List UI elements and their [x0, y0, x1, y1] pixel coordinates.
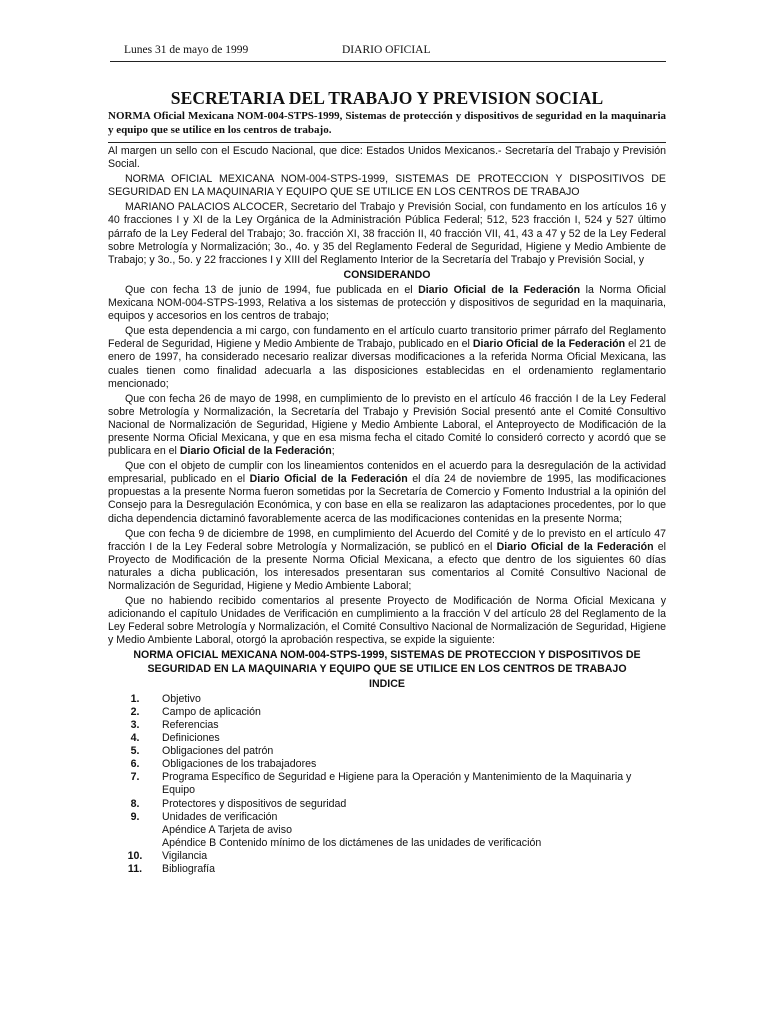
index-item: [108, 706, 666, 719]
text-segment: el Proyecto de Modificación de la presente Norma Oficial Mexicana, a efecto que dentro de los siguientes 60 días naturales a dicha publicación, los interesados presentaran sus comentarios al Comité Consultivo Nacional de Normalización de Seguridad, Higiene y Medio Ambiente Laboral;: [108, 540, 666, 592]
norm-heading: NORMA OFICIAL MEXICANA NOM-004-STPS-1999, SISTEMAS DE PROTECCION Y DISPOSITIVOS DE SEGURIDAD EN LA MAQUINARIA Y EQUIPO QUE SE UTILICE EN LOS CENTROS DE TRABAJO: [133, 649, 641, 675]
text-segment: el 21 de enero de 1997, ha considerado necesario realizar diversas modificaciones a la referida Norma Oficial Mexicana, las cuales tienen como finalidad adecuarla a las disposiciones establecidas en el ordenamiento reglamentario mencionado;: [108, 338, 666, 390]
page-title: SECRETARIA DEL TRABAJO Y PREVISION SOCIAL: [170, 88, 604, 108]
text-segment: Que con fecha 13 de junio de 1994, fue publicada en el: [125, 283, 419, 296]
index-number: 6.: [130, 758, 140, 771]
index-item: [108, 758, 666, 771]
dof-reference: Diario Oficial de la Federación: [249, 473, 408, 486]
text-segment: Que con fecha 9 de diciembre de 1998, en cumplimiento del Acuerdo del Comité y de lo previsto en el artículo 47 fracción I de la Ley Federal sobre Metrología y Normalización, se publicó en el: [108, 527, 666, 553]
considerando-heading: CONSIDERANDO: [343, 268, 431, 281]
text-segment: Que esta dependencia a mi cargo, con fundamento en el artículo cuarto transitorio primer párrafo del Reglamento Federal de Seguridad, Higiene y Medio Ambiente de Trabajo, publicado en el: [108, 325, 666, 351]
norm-summary: NORMA Oficial Mexicana NOM-004-STPS-1999, Sistemas de protección y dispositivos de seguridad en la maquinaria y equipo que se utilice en los centros de trabajo.: [108, 110, 666, 136]
index-number: 10.: [127, 849, 143, 862]
index-label: Referencias: [162, 718, 219, 731]
index-label: Obligaciones de los trabajadores: [162, 758, 317, 771]
considerando-paragraph-1: [108, 284, 666, 323]
index-label: Definiciones: [162, 732, 220, 745]
text-segment: la Norma Oficial Mexicana NOM-004-STPS-1993, Relativa a los sistemas de protección y dispositivos de seguridad en la maquinaria, equipos y accesorios en los centros de trabajo;: [108, 283, 666, 323]
intro-paragraph: MARIANO PALACIOS ALCOCER, Secretario del Trabajo y Previsión Social, con fundamento en los artículos 16 y 40 fracciones I y XI de la Ley Orgánica de la Administración Pública Federal; 512, 523 fracción I, 524 y 527 último párrafo de la Ley Federal del Trabajo; 3o. fracción XI, 38 fracción II, 40 fracción VII, 41, 43 a 47 y 52 de la Ley Federal sobre Metrología y Normalización; 3o., 4o. y 35 del Reglamento Federal de Seguridad, Higiene y Medio Ambiente de Trabajo; y 3o., 5o. y 22 fracciones I y XIII del Reglamento Interior de la Secretaría del Trabajo y Previsión Social, y: [108, 201, 666, 266]
header-rule: [110, 61, 666, 62]
text-segment: Que con el objeto de cumplir con los lineamientos contenidos en el acuerdo para la desregulación de la actividad empresarial, publicado en el: [108, 460, 666, 486]
index-number: 5.: [130, 745, 140, 758]
seal-paragraph: Al margen un sello con el Escudo Nacional, que dice: Estados Unidos Mexicanos.- Secretaría del Trabajo y Previsión Social.: [108, 145, 666, 171]
index-label: Obligaciones del patrón: [162, 745, 274, 758]
dof-reference: Diario Oficial de la Federación: [472, 338, 626, 351]
text-segment: Que con fecha 26 de mayo de 1998, en cumplimiento de lo previsto en el artículo 46 fracción I de la Ley Federal sobre Metrología y Normalización, la Secretaría del Trabajo y Previsión Social presentó ante el Comité Consultivo Nacional de Normalización de Seguridad, Higiene y Medio Ambiente Laboral, el Anteproyecto de Modificación de la presente Norma Oficial Mexicana, y que en esa misma fecha el citado Comité lo consideró correcto y acordó que se publicara en el: [108, 392, 666, 458]
running-header: [124, 44, 431, 56]
dof-reference: Diario Oficial de la Federación: [496, 540, 654, 553]
considerando-paragraph-5: [108, 528, 666, 593]
index-item: [108, 771, 666, 797]
considerando-paragraph-4: [108, 460, 666, 525]
index-label: Objetivo: [162, 692, 201, 705]
index-label: Campo de aplicación: [162, 705, 261, 718]
index-item: [108, 719, 666, 732]
text-segment: ;: [331, 445, 335, 458]
index-number: 11.: [127, 862, 143, 875]
dof-reference: Diario Oficial de la Federación: [418, 283, 581, 296]
appendix-item: [108, 837, 666, 850]
index-item: [108, 850, 666, 863]
index-number: 3.: [130, 718, 140, 731]
index-item: [108, 811, 666, 824]
index-label: Unidades de verificación: [162, 810, 278, 823]
index-number: 2.: [130, 705, 140, 718]
index-label: Programa Específico de Seguridad e Higiene para la Operación y Mantenimiento de la Maquinaria y Equipo: [162, 771, 632, 797]
index-list: [108, 693, 666, 876]
appendix-label: Apéndice A Tarjeta de aviso: [162, 823, 292, 836]
index-number: 7.: [130, 771, 140, 784]
header-date: Lunes 31 de mayo de 1999: [124, 44, 249, 56]
text-segment: el día 24 de noviembre de 1995, las modificaciones propuestas a la presente Norma fueron sometidas por la Secretaría de Comercio y Fomento Industrial a la opinión del Consejo para la Desregulación Económica, y con base en ella se realizaron las adaptaciones procedentes, por lo que dicha dependencia dictaminó favorablemente acerca de las modificaciones contenidas en la presente Norma;: [108, 473, 666, 525]
index-heading: INDICE: [369, 677, 405, 690]
considerando-paragraph-2: [108, 325, 666, 390]
index-item: [108, 693, 666, 706]
index-number: 8.: [130, 797, 140, 810]
index-label: Protectores y dispositivos de seguridad: [162, 797, 347, 810]
appendix-item: [108, 824, 666, 837]
norm-name-paragraph: NORMA OFICIAL MEXICANA NOM-004-STPS-1999, SISTEMAS DE PROTECCION Y DISPOSITIVOS DE SEGURIDAD EN LA MAQUINARIA Y EQUIPO QUE SE UTILICE EN LOS CENTROS DE TRABAJO: [108, 173, 666, 199]
index-item: [108, 798, 666, 811]
index-item: [108, 732, 666, 745]
header-publication: DIARIO OFICIAL: [342, 44, 431, 56]
considerando-paragraph-6: Que no habiendo recibido comentarios al presente Proyecto de Modificación de Norma Oficial Mexicana y adicionando el capítulo Unidades de Verificación en cumplimiento a la fracción V del artículo 28 del Reglamento de la Ley Federal sobre Metrología y Normalización, el Comité Consultivo Nacional de Normalización de Seguridad, Higiene y Medio Ambiente Laboral, otorgó la aprobación respectiva, se expide la siguiente:: [108, 595, 666, 647]
dof-reference: Diario Oficial de la Federación: [179, 445, 332, 458]
index-item: [108, 745, 666, 758]
document-body: [108, 145, 666, 876]
index-label: Vigilancia: [162, 849, 208, 862]
index-number: 1.: [130, 692, 140, 705]
appendix-label: Apéndice B Contenido mínimo de los dictámenes de las unidades de verificación: [162, 836, 542, 849]
index-item: [108, 863, 666, 876]
considerando-paragraph-3: [108, 393, 666, 458]
index-label: Bibliografía: [162, 862, 215, 875]
index-number: 9.: [130, 810, 140, 823]
summary-rule: [108, 142, 666, 143]
index-number: 4.: [130, 732, 140, 745]
